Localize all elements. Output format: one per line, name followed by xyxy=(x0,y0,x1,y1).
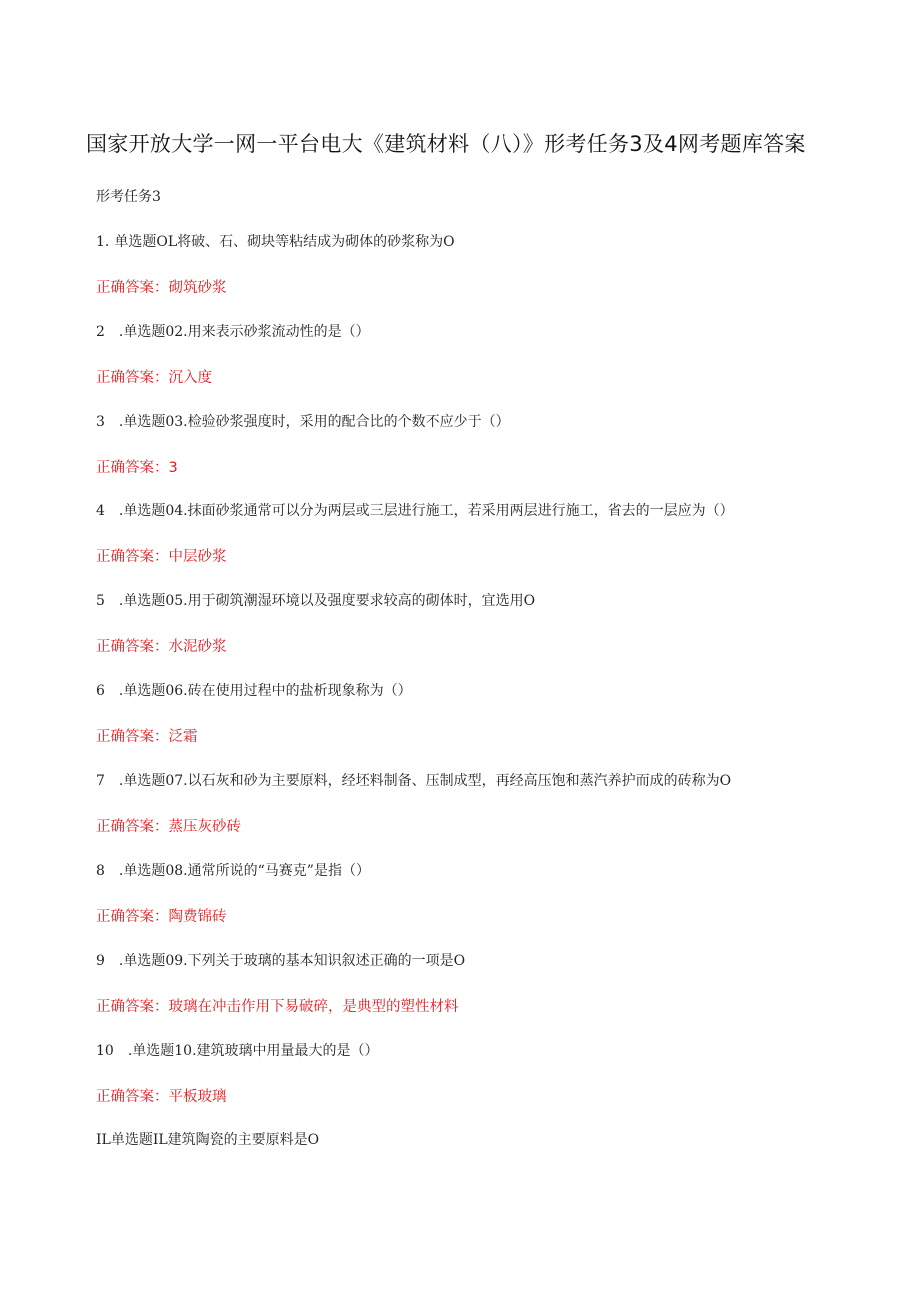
question-number: 5 xyxy=(96,593,105,609)
question-number: 4 xyxy=(96,503,105,519)
question-number: 9 xyxy=(96,953,105,969)
answer-10: 正确答案：平板玻璃 xyxy=(96,1089,227,1105)
answer-8: 正确答案：陶费锦砖 xyxy=(96,909,227,925)
answer-2: 正确答案：沉入度 xyxy=(96,370,212,386)
question-number: 6 xyxy=(96,683,105,699)
question-number: 10 xyxy=(96,1043,114,1059)
question-text: .单选题03.检验砂浆强度时，采用的配合比的个数不应少于（） xyxy=(118,414,510,430)
answer-4: 正确答案：中层砂浆 xyxy=(96,549,227,565)
question-1 xyxy=(96,231,455,251)
question-text: .单选题02.用来表示砂浆流动性的是（） xyxy=(118,324,370,340)
answer-6: 正确答案：泛霜 xyxy=(96,729,198,745)
question-number: 3 xyxy=(96,414,105,430)
answer-9: 正确答案：玻璃在冲击作用下易破碎，是典型的塑性材料 xyxy=(96,999,459,1015)
question-number: 7 xyxy=(96,773,105,789)
question-text: .单选题05.用于砌筑潮湿环境以及强度要求较高的砌体时，宜选用O xyxy=(118,593,536,609)
answer-5: 正确答案：水泥砂浆 xyxy=(96,639,227,655)
question-7 xyxy=(96,770,731,790)
question-2 xyxy=(96,321,370,341)
question-6 xyxy=(96,680,412,700)
question-8 xyxy=(96,860,370,880)
question-text: .单选题04.抹面砂浆通常可以分为两层或三层进行施工，若采用两层进行施工，省去的一层应为（） xyxy=(118,503,734,519)
question-number: 2 xyxy=(96,324,105,340)
question-text: .单选题10.建筑玻璃中用量最大的是（） xyxy=(127,1043,379,1059)
answer-7: 正确答案：蒸压灰砂砖 xyxy=(96,819,241,835)
document-title: 国家开放大学一网一平台电大《建筑材料（八）》形考任务3及4网考题库答案 xyxy=(86,132,806,156)
question-10 xyxy=(96,1040,379,1060)
question-text: 单选题OL将破、石、砌块等粘结成为砌体的砂浆称为O xyxy=(114,234,455,250)
answer-1: 正确答案：砌筑砂浆 xyxy=(96,280,227,296)
question-9 xyxy=(96,950,465,970)
question-11 xyxy=(96,1129,319,1149)
question-3 xyxy=(96,411,510,431)
question-text: .单选题06.砖在使用过程中的盐析现象称为（） xyxy=(118,683,412,699)
question-number: 8 xyxy=(96,863,105,879)
question-text: .单选题09.下列关于玻璃的基本知识叙述正确的一项是O xyxy=(118,953,466,969)
question-text: 单选题IL建筑陶瓷的主要原料是O xyxy=(110,1132,320,1148)
question-number: 1. xyxy=(96,234,110,250)
question-text: .单选题07.以石灰和砂为主要原料，经坯料制备、压制成型，再经高压饱和蒸汽养护而成的砖称为O xyxy=(118,773,732,789)
answer-3: 正确答案：3 xyxy=(96,460,178,476)
question-4 xyxy=(96,500,734,520)
section-heading: 形考任务3 xyxy=(96,189,161,205)
question-5 xyxy=(96,590,535,610)
question-number: IL xyxy=(96,1132,111,1148)
question-text: .单选题08.通常所说的“马赛克”是指（） xyxy=(118,863,370,879)
